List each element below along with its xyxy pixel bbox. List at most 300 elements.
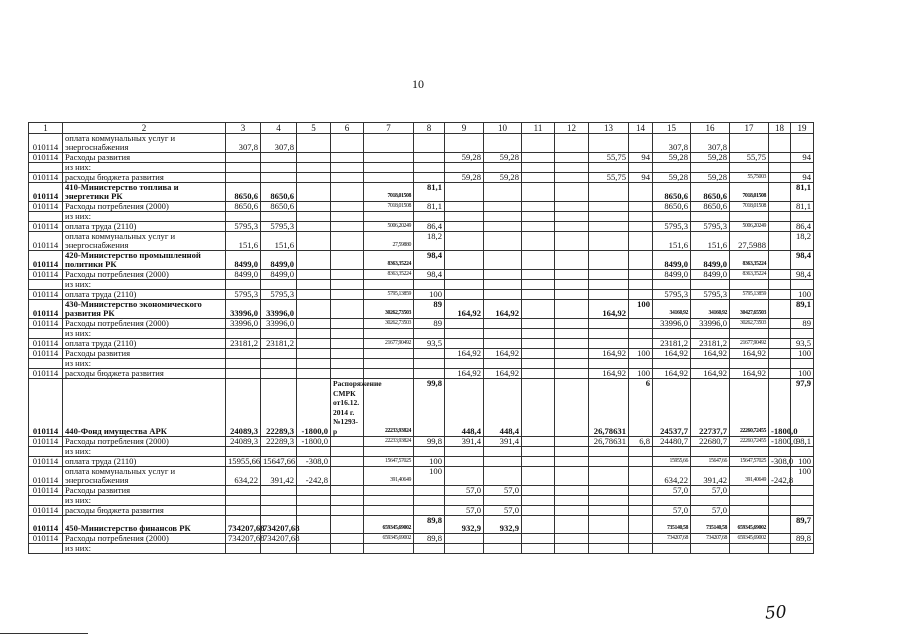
- table-cell: 010114: [29, 153, 63, 163]
- table-cell: 448,4: [484, 379, 522, 437]
- table-cell: [589, 280, 629, 290]
- budget-table: [28, 122, 814, 554]
- table-cell: 8650,6: [691, 202, 730, 212]
- table-cell: [691, 280, 730, 290]
- table-cell: [769, 516, 791, 534]
- table-cell: [445, 290, 484, 300]
- table-cell: [769, 534, 791, 544]
- table-cell: [445, 457, 484, 467]
- table-cell: из них:: [63, 496, 226, 506]
- table-cell: [589, 134, 629, 153]
- table-cell: [261, 349, 297, 359]
- table-cell: [522, 496, 555, 506]
- table-cell: 734207,68: [226, 534, 261, 544]
- table-cell: оплата коммунальных услуг и энергоснабжения: [63, 467, 226, 486]
- table-cell: [445, 467, 484, 486]
- table-cell: 33996,0: [261, 300, 297, 319]
- table-cell: 8499,0: [691, 270, 730, 280]
- table-cell: 5795,13859: [730, 290, 769, 300]
- table-cell: 8499,0: [691, 251, 730, 270]
- table-cell: 81,1: [414, 183, 445, 202]
- table-cell: оплата труда (2110): [63, 457, 226, 467]
- table-cell: 391,40649: [730, 467, 769, 486]
- table-row: [29, 222, 814, 232]
- table-cell: 5795,3: [226, 290, 261, 300]
- table-cell: [484, 270, 522, 280]
- table-cell: 86,4: [414, 222, 445, 232]
- table-cell: [445, 447, 484, 457]
- table-cell: 7018,01508: [364, 183, 414, 202]
- table-row: [29, 339, 814, 349]
- table-cell: [261, 329, 297, 339]
- table-cell: 22737,7: [691, 379, 730, 437]
- table-cell: [522, 329, 555, 339]
- table-cell: 164,92: [484, 300, 522, 319]
- table-cell: [331, 319, 364, 329]
- table-cell: 94: [791, 173, 814, 183]
- table-cell: 15647,66: [261, 457, 297, 467]
- table-cell: 34160,92: [653, 300, 691, 319]
- table-cell: 59,28: [653, 173, 691, 183]
- table-cell: 734207,68: [261, 534, 297, 544]
- table-cell: [445, 359, 484, 369]
- table-cell: 93,5: [791, 339, 814, 349]
- table-cell: Расходы потребления (2000): [63, 319, 226, 329]
- table-cell: [331, 270, 364, 280]
- table-cell: [555, 319, 589, 329]
- table-cell: [297, 349, 331, 359]
- column-header: 5: [297, 123, 331, 134]
- table-cell: из них:: [63, 329, 226, 339]
- table-row: [29, 359, 814, 369]
- table-cell: 659345,69002: [730, 516, 769, 534]
- table-cell: [589, 202, 629, 212]
- table-row: [29, 329, 814, 339]
- table-cell: [629, 222, 653, 232]
- table-cell: [331, 534, 364, 544]
- table-cell: 8499,0: [653, 270, 691, 280]
- table-cell: 57,0: [445, 506, 484, 516]
- table-cell: [414, 280, 445, 290]
- table-cell: 8650,6: [261, 183, 297, 202]
- table-cell: 7018,01508: [730, 183, 769, 202]
- table-cell: [414, 506, 445, 516]
- table-cell: [769, 447, 791, 457]
- table-cell: [364, 153, 414, 163]
- table-cell: [297, 369, 331, 379]
- table-cell: 151,6: [226, 232, 261, 251]
- column-header: 19: [791, 123, 814, 134]
- table-row: [29, 447, 814, 457]
- table-cell: [589, 534, 629, 544]
- table-cell: 89: [414, 319, 445, 329]
- table-cell: [589, 329, 629, 339]
- table-cell: [555, 232, 589, 251]
- table-row: [29, 251, 814, 270]
- table-cell: [555, 457, 589, 467]
- table-cell: 8499,0: [653, 251, 691, 270]
- table-cell: [522, 349, 555, 359]
- table-cell: 5006,20249: [364, 222, 414, 232]
- table-cell: [555, 212, 589, 222]
- table-cell: 010114: [29, 339, 63, 349]
- table-cell: [555, 134, 589, 153]
- table-cell: [769, 339, 791, 349]
- table-cell: 659345,69002: [364, 516, 414, 534]
- table-cell: [297, 496, 331, 506]
- table-cell: 164,92: [445, 300, 484, 319]
- table-cell: 010114: [29, 457, 63, 467]
- table-cell: [331, 329, 364, 339]
- table-cell: [364, 496, 414, 506]
- column-header: 15: [653, 123, 691, 134]
- table-cell: [364, 329, 414, 339]
- table-cell: [522, 290, 555, 300]
- table-cell: 59,28: [484, 153, 522, 163]
- table-cell: -1800,0: [297, 437, 331, 447]
- table-cell: [555, 183, 589, 202]
- table-cell: [484, 202, 522, 212]
- table-cell: [29, 212, 63, 222]
- table-cell: 89,8: [414, 516, 445, 534]
- table-cell: [331, 516, 364, 534]
- table-cell: 57,0: [484, 506, 522, 516]
- table-cell: -1800,0: [769, 437, 791, 447]
- table-cell: [445, 270, 484, 280]
- table-cell: [484, 280, 522, 290]
- table-cell: 89: [414, 300, 445, 319]
- table-row: [29, 496, 814, 506]
- table-cell: из них:: [63, 212, 226, 222]
- table-cell: [331, 300, 364, 319]
- table-cell: [297, 173, 331, 183]
- table-cell: [730, 329, 769, 339]
- table-cell: 59,28: [653, 153, 691, 163]
- column-header: 18: [769, 123, 791, 134]
- table-cell: [629, 506, 653, 516]
- table-cell: 33996,0: [226, 319, 261, 329]
- table-cell: 735140,58: [691, 516, 730, 534]
- table-cell: 010114: [29, 251, 63, 270]
- table-cell: [555, 486, 589, 496]
- table-cell: [769, 319, 791, 329]
- table-cell: [791, 506, 814, 516]
- table-cell: [555, 379, 589, 437]
- table-cell: [297, 534, 331, 544]
- table-cell: из них:: [63, 359, 226, 369]
- order-note: Распоряжение СМРК от16.12. 2014 г. №1293-р: [331, 379, 364, 437]
- table-cell: [730, 134, 769, 153]
- table-cell: [555, 290, 589, 300]
- column-header: 8: [414, 123, 445, 134]
- table-cell: [653, 212, 691, 222]
- table-cell: [331, 437, 364, 447]
- table-cell: 307,8: [226, 134, 261, 153]
- table-cell: 21677,90492: [364, 339, 414, 349]
- table-cell: 8363,35224: [730, 270, 769, 280]
- table-cell: 164,92: [653, 349, 691, 359]
- table-cell: 391,42: [261, 467, 297, 486]
- table-cell: [589, 319, 629, 329]
- table-cell: [297, 222, 331, 232]
- table-cell: [555, 359, 589, 369]
- table-cell: 151,6: [691, 232, 730, 251]
- table-cell: 164,92: [445, 349, 484, 359]
- table-cell: 21677,90492: [730, 339, 769, 349]
- table-cell: [522, 379, 555, 437]
- table-cell: 30262,73503: [730, 319, 769, 329]
- table-cell: 010114: [29, 300, 63, 319]
- table-cell: 57,0: [691, 486, 730, 496]
- table-cell: [226, 369, 261, 379]
- table-cell: 010114: [29, 379, 63, 437]
- table-cell: [769, 183, 791, 202]
- table-cell: 15647,57025: [364, 457, 414, 467]
- table-cell: [297, 251, 331, 270]
- table-cell: 8650,6: [691, 183, 730, 202]
- table-cell: [555, 516, 589, 534]
- table-cell: [445, 534, 484, 544]
- table-row: [29, 467, 814, 486]
- table-cell: [769, 486, 791, 496]
- table-cell: из них:: [63, 280, 226, 290]
- table-cell: 23181,2: [653, 339, 691, 349]
- table-cell: 8650,6: [226, 202, 261, 212]
- table-cell: 99,8: [414, 437, 445, 447]
- table-cell: 010114: [29, 232, 63, 251]
- table-cell: [484, 329, 522, 339]
- table-cell: 164,92: [589, 349, 629, 359]
- table-cell: [226, 173, 261, 183]
- table-cell: 734207,68: [653, 534, 691, 544]
- table-cell: [653, 544, 691, 554]
- table-cell: 23181,2: [691, 339, 730, 349]
- table-cell: 307,8: [691, 134, 730, 153]
- table-cell: 5795,3: [261, 222, 297, 232]
- table-cell: [629, 232, 653, 251]
- table-cell: 24537,7: [653, 379, 691, 437]
- column-header: 11: [522, 123, 555, 134]
- table-cell: [364, 134, 414, 153]
- table-cell: 6: [629, 379, 653, 437]
- table-cell: 735140,58: [653, 516, 691, 534]
- table-cell: [297, 153, 331, 163]
- table-cell: [484, 457, 522, 467]
- table-cell: [555, 251, 589, 270]
- table-cell: 100: [791, 457, 814, 467]
- table-cell: 734207,68: [226, 516, 261, 534]
- table-cell: [331, 467, 364, 486]
- table-cell: 010114: [29, 369, 63, 379]
- table-cell: [331, 202, 364, 212]
- table-cell: 15647,66: [691, 457, 730, 467]
- table-cell: 5795,3: [691, 222, 730, 232]
- table-cell: [261, 359, 297, 369]
- table-cell: [445, 544, 484, 554]
- table-cell: 010114: [29, 270, 63, 280]
- table-cell: 33996,0: [226, 300, 261, 319]
- table-cell: [364, 359, 414, 369]
- table-cell: [589, 506, 629, 516]
- table-cell: [331, 349, 364, 359]
- table-cell: [331, 506, 364, 516]
- table-cell: 89,8: [414, 534, 445, 544]
- table-cell: [331, 447, 364, 457]
- table-cell: [484, 251, 522, 270]
- table-cell: 81,1: [414, 202, 445, 212]
- table-cell: 8499,0: [226, 251, 261, 270]
- table-cell: [522, 506, 555, 516]
- table-cell: 98,4: [414, 251, 445, 270]
- table-cell: 010114: [29, 534, 63, 544]
- table-row: [29, 202, 814, 212]
- table-cell: [589, 457, 629, 467]
- table-row: [29, 280, 814, 290]
- table-cell: [653, 447, 691, 457]
- table-cell: [331, 359, 364, 369]
- table-cell: [29, 329, 63, 339]
- table-cell: 8650,6: [653, 183, 691, 202]
- table-cell: [29, 447, 63, 457]
- table-cell: [769, 173, 791, 183]
- table-cell: 22289,3: [261, 379, 297, 437]
- table-cell: -242,8: [297, 467, 331, 486]
- table-cell: 59,28: [484, 173, 522, 183]
- table-cell: [331, 232, 364, 251]
- table-cell: 15955,66: [226, 457, 261, 467]
- table-cell: [791, 280, 814, 290]
- table-cell: [629, 359, 653, 369]
- table-cell: [445, 232, 484, 251]
- table-cell: [297, 447, 331, 457]
- table-cell: 8650,6: [261, 202, 297, 212]
- table-cell: 23181,2: [261, 339, 297, 349]
- table-cell: [629, 319, 653, 329]
- table-cell: [769, 544, 791, 554]
- table-cell: [445, 222, 484, 232]
- table-cell: [653, 280, 691, 290]
- table-cell: [261, 506, 297, 516]
- table-cell: 010114: [29, 506, 63, 516]
- table-cell: [589, 212, 629, 222]
- table-cell: из них:: [63, 163, 226, 173]
- table-row: [29, 369, 814, 379]
- table-cell: [364, 163, 414, 173]
- handwritten-page-mark: 50: [764, 602, 788, 624]
- table-cell: 391,4: [484, 437, 522, 447]
- table-cell: 734207,68: [691, 534, 730, 544]
- table-cell: [629, 202, 653, 212]
- table-cell: [331, 153, 364, 163]
- table-cell: 5795,3: [653, 222, 691, 232]
- table-cell: [629, 329, 653, 339]
- column-header: 13: [589, 123, 629, 134]
- table-cell: [226, 153, 261, 163]
- table-cell: 34160,92: [691, 300, 730, 319]
- table-cell: [522, 437, 555, 447]
- table-cell: [414, 369, 445, 379]
- table-cell: 22233,93824: [364, 437, 414, 447]
- table-cell: 164,92: [691, 369, 730, 379]
- table-cell: [226, 447, 261, 457]
- table-row: [29, 349, 814, 359]
- table-cell: 18,2: [791, 232, 814, 251]
- table-cell: [791, 544, 814, 554]
- table-cell: [730, 163, 769, 173]
- table-cell: [730, 359, 769, 369]
- table-cell: [331, 339, 364, 349]
- table-cell: 5795,3: [653, 290, 691, 300]
- table-cell: [522, 300, 555, 319]
- table-cell: [653, 496, 691, 506]
- table-cell: [522, 486, 555, 496]
- table-cell: [730, 486, 769, 496]
- table-cell: 391,42: [691, 467, 730, 486]
- table-cell: [364, 544, 414, 554]
- table-cell: [555, 222, 589, 232]
- table-cell: [331, 183, 364, 202]
- table-cell: Расходы потребления (2000): [63, 270, 226, 280]
- table-cell: 18,2: [414, 232, 445, 251]
- table-cell: 27,59880: [364, 232, 414, 251]
- table-cell: [589, 359, 629, 369]
- table-cell: [522, 447, 555, 457]
- table-cell: [629, 544, 653, 554]
- table-cell: оплата труда (2110): [63, 339, 226, 349]
- table-cell: 8650,6: [226, 183, 261, 202]
- table-cell: 57,0: [484, 486, 522, 496]
- table-cell: [331, 212, 364, 222]
- table-row: [29, 212, 814, 222]
- table-row: [29, 534, 814, 544]
- table-row: [29, 232, 814, 251]
- table-cell: [414, 212, 445, 222]
- table-cell: 932,9: [484, 516, 522, 534]
- table-cell: [297, 134, 331, 153]
- table-cell: [445, 251, 484, 270]
- table-cell: 100: [629, 349, 653, 359]
- table-cell: [297, 300, 331, 319]
- table-cell: 010114: [29, 516, 63, 534]
- table-row: [29, 183, 814, 202]
- table-cell: [730, 544, 769, 554]
- table-cell: [414, 544, 445, 554]
- table-row: [29, 379, 814, 437]
- table-cell: 55,75: [589, 153, 629, 163]
- table-cell: 100: [414, 290, 445, 300]
- table-cell: [589, 486, 629, 496]
- table-cell: [484, 222, 522, 232]
- table-cell: 100: [629, 300, 653, 319]
- table-cell: [29, 496, 63, 506]
- table-cell: 57,0: [691, 506, 730, 516]
- table-cell: [522, 163, 555, 173]
- table-cell: 94: [629, 173, 653, 183]
- table-cell: [484, 232, 522, 251]
- table-cell: [691, 496, 730, 506]
- table-cell: 151,6: [261, 232, 297, 251]
- table-cell: [331, 369, 364, 379]
- table-cell: [522, 339, 555, 349]
- table-cell: [791, 447, 814, 457]
- table-cell: [769, 134, 791, 153]
- table-cell: 5795,3: [261, 290, 297, 300]
- table-cell: [414, 153, 445, 163]
- table-cell: [769, 300, 791, 319]
- column-header: 12: [555, 123, 589, 134]
- table-cell: 164,92: [589, 369, 629, 379]
- table-cell: [769, 280, 791, 290]
